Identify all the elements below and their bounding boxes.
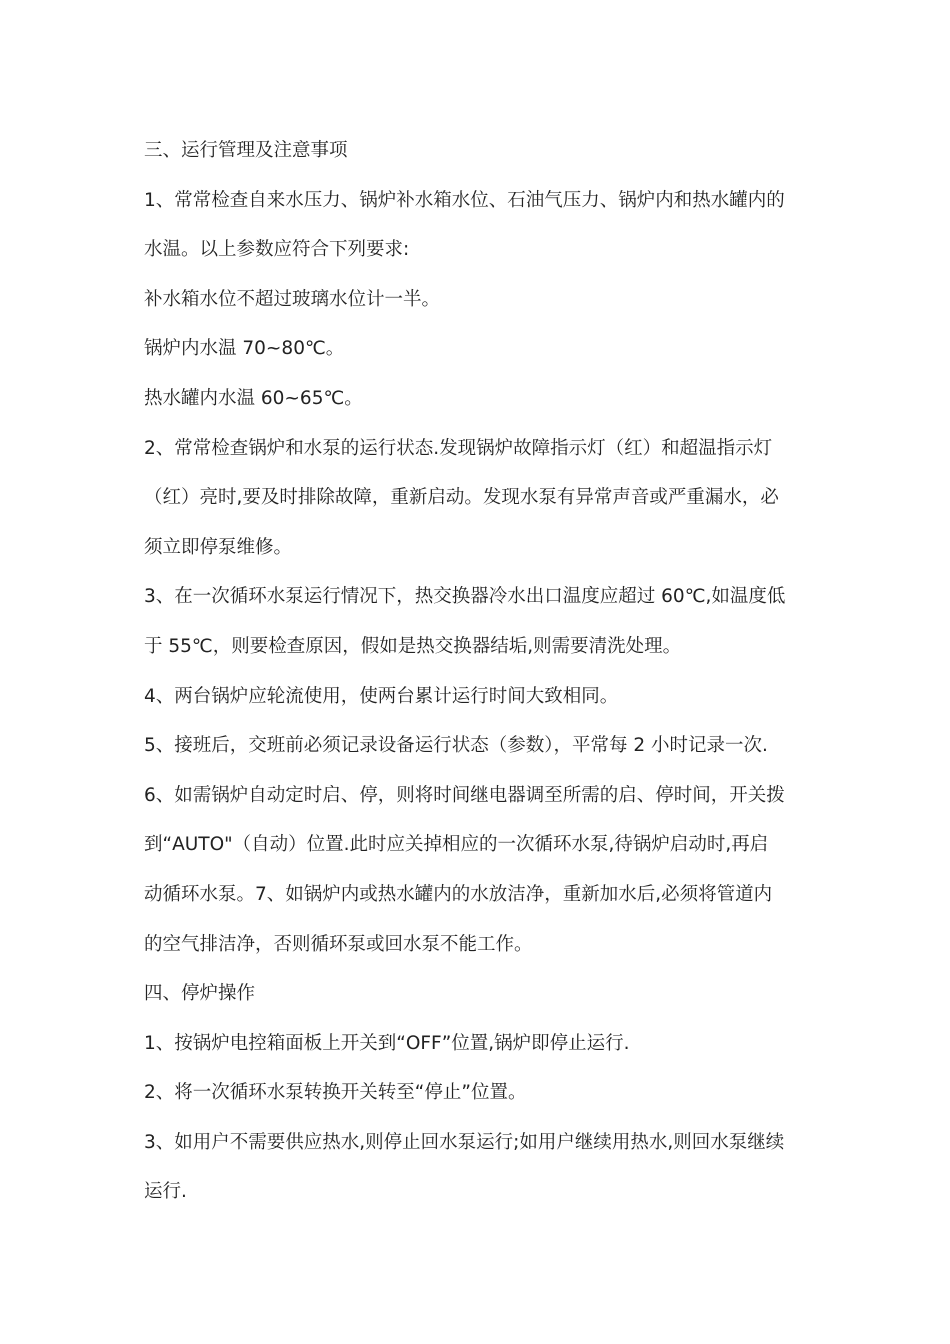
paragraph-line: 1、常常检查自来水压力、锅炉补水箱水位、石油气压力、锅炉内和热水罐内的 <box>144 189 785 211</box>
paragraph-line: 运行. <box>144 1181 187 1203</box>
paragraph-line: 于 55℃，则要检查原因，假如是热交换器结垢,则需要清洗处理。 <box>144 635 682 657</box>
section-heading-operation: 三、运行管理及注意事项 <box>144 140 348 161</box>
paragraph-line: 3、在一次循环水泵运行情况下，热交换器冷水出口温度应超过 60℃,如温度低 <box>144 586 786 608</box>
paragraph-line: （红）亮时,要及时排除故障，重新启动。发现水泵有异常声音或严重漏水，必 <box>144 487 779 509</box>
paragraph-line: 6、如需锅炉自动定时启、停，则将时间继电器调至所需的启、停时间，开关拨 <box>144 784 785 806</box>
paragraph-line: 5、接班后，交班前必须记录设备运行状态（参数），平常每 2 小时记录一次. <box>144 735 768 757</box>
section-heading-shutdown: 四、停炉操作 <box>144 983 256 1005</box>
document-body <box>144 126 808 1217</box>
paragraph-line: 2、将一次循环水泵转换开关转至“停止”位置。 <box>144 1082 527 1104</box>
paragraph-line: 锅炉内水温 70~80℃。 <box>144 338 345 360</box>
paragraph-line: 的空气排洁净，否则循环泵或回水泵不能工作。 <box>144 933 533 955</box>
paragraph-line: 1、按锅炉电控箱面板上开关到“OFF”位置,锅炉即停止运行. <box>144 1032 630 1054</box>
paragraph-line: 2、常常检查锅炉和水泵的运行状态.发现锅炉故障指示灯（红）和超温指示灯 <box>144 437 773 459</box>
paragraph-line: 水温。以上参数应符合下列要求: <box>144 239 410 261</box>
paragraph-line: 动循环水泵。7、如锅炉内或热水罐内的水放洁净，重新加水后,必须将管道内 <box>144 883 773 905</box>
paragraph-line: 到“AUTO"（自动）位置.此时应关掉相应的一次循环水泵,待锅炉启动时,再启 <box>144 834 769 856</box>
paragraph-line: 须立即停泵维修。 <box>144 536 293 558</box>
paragraph-line: 4、两台锅炉应轮流使用，使两台累计运行时间大致相同。 <box>144 685 619 707</box>
paragraph-line: 热水罐内水温 60~65℃。 <box>144 387 363 409</box>
paragraph-line: 补水箱水位不超过玻璃水位计一半。 <box>144 288 441 310</box>
paragraph-line: 3、如用户不需要供应热水,则停止回水泵运行;如用户继续用热水,则回水泵继续 <box>144 1131 785 1153</box>
